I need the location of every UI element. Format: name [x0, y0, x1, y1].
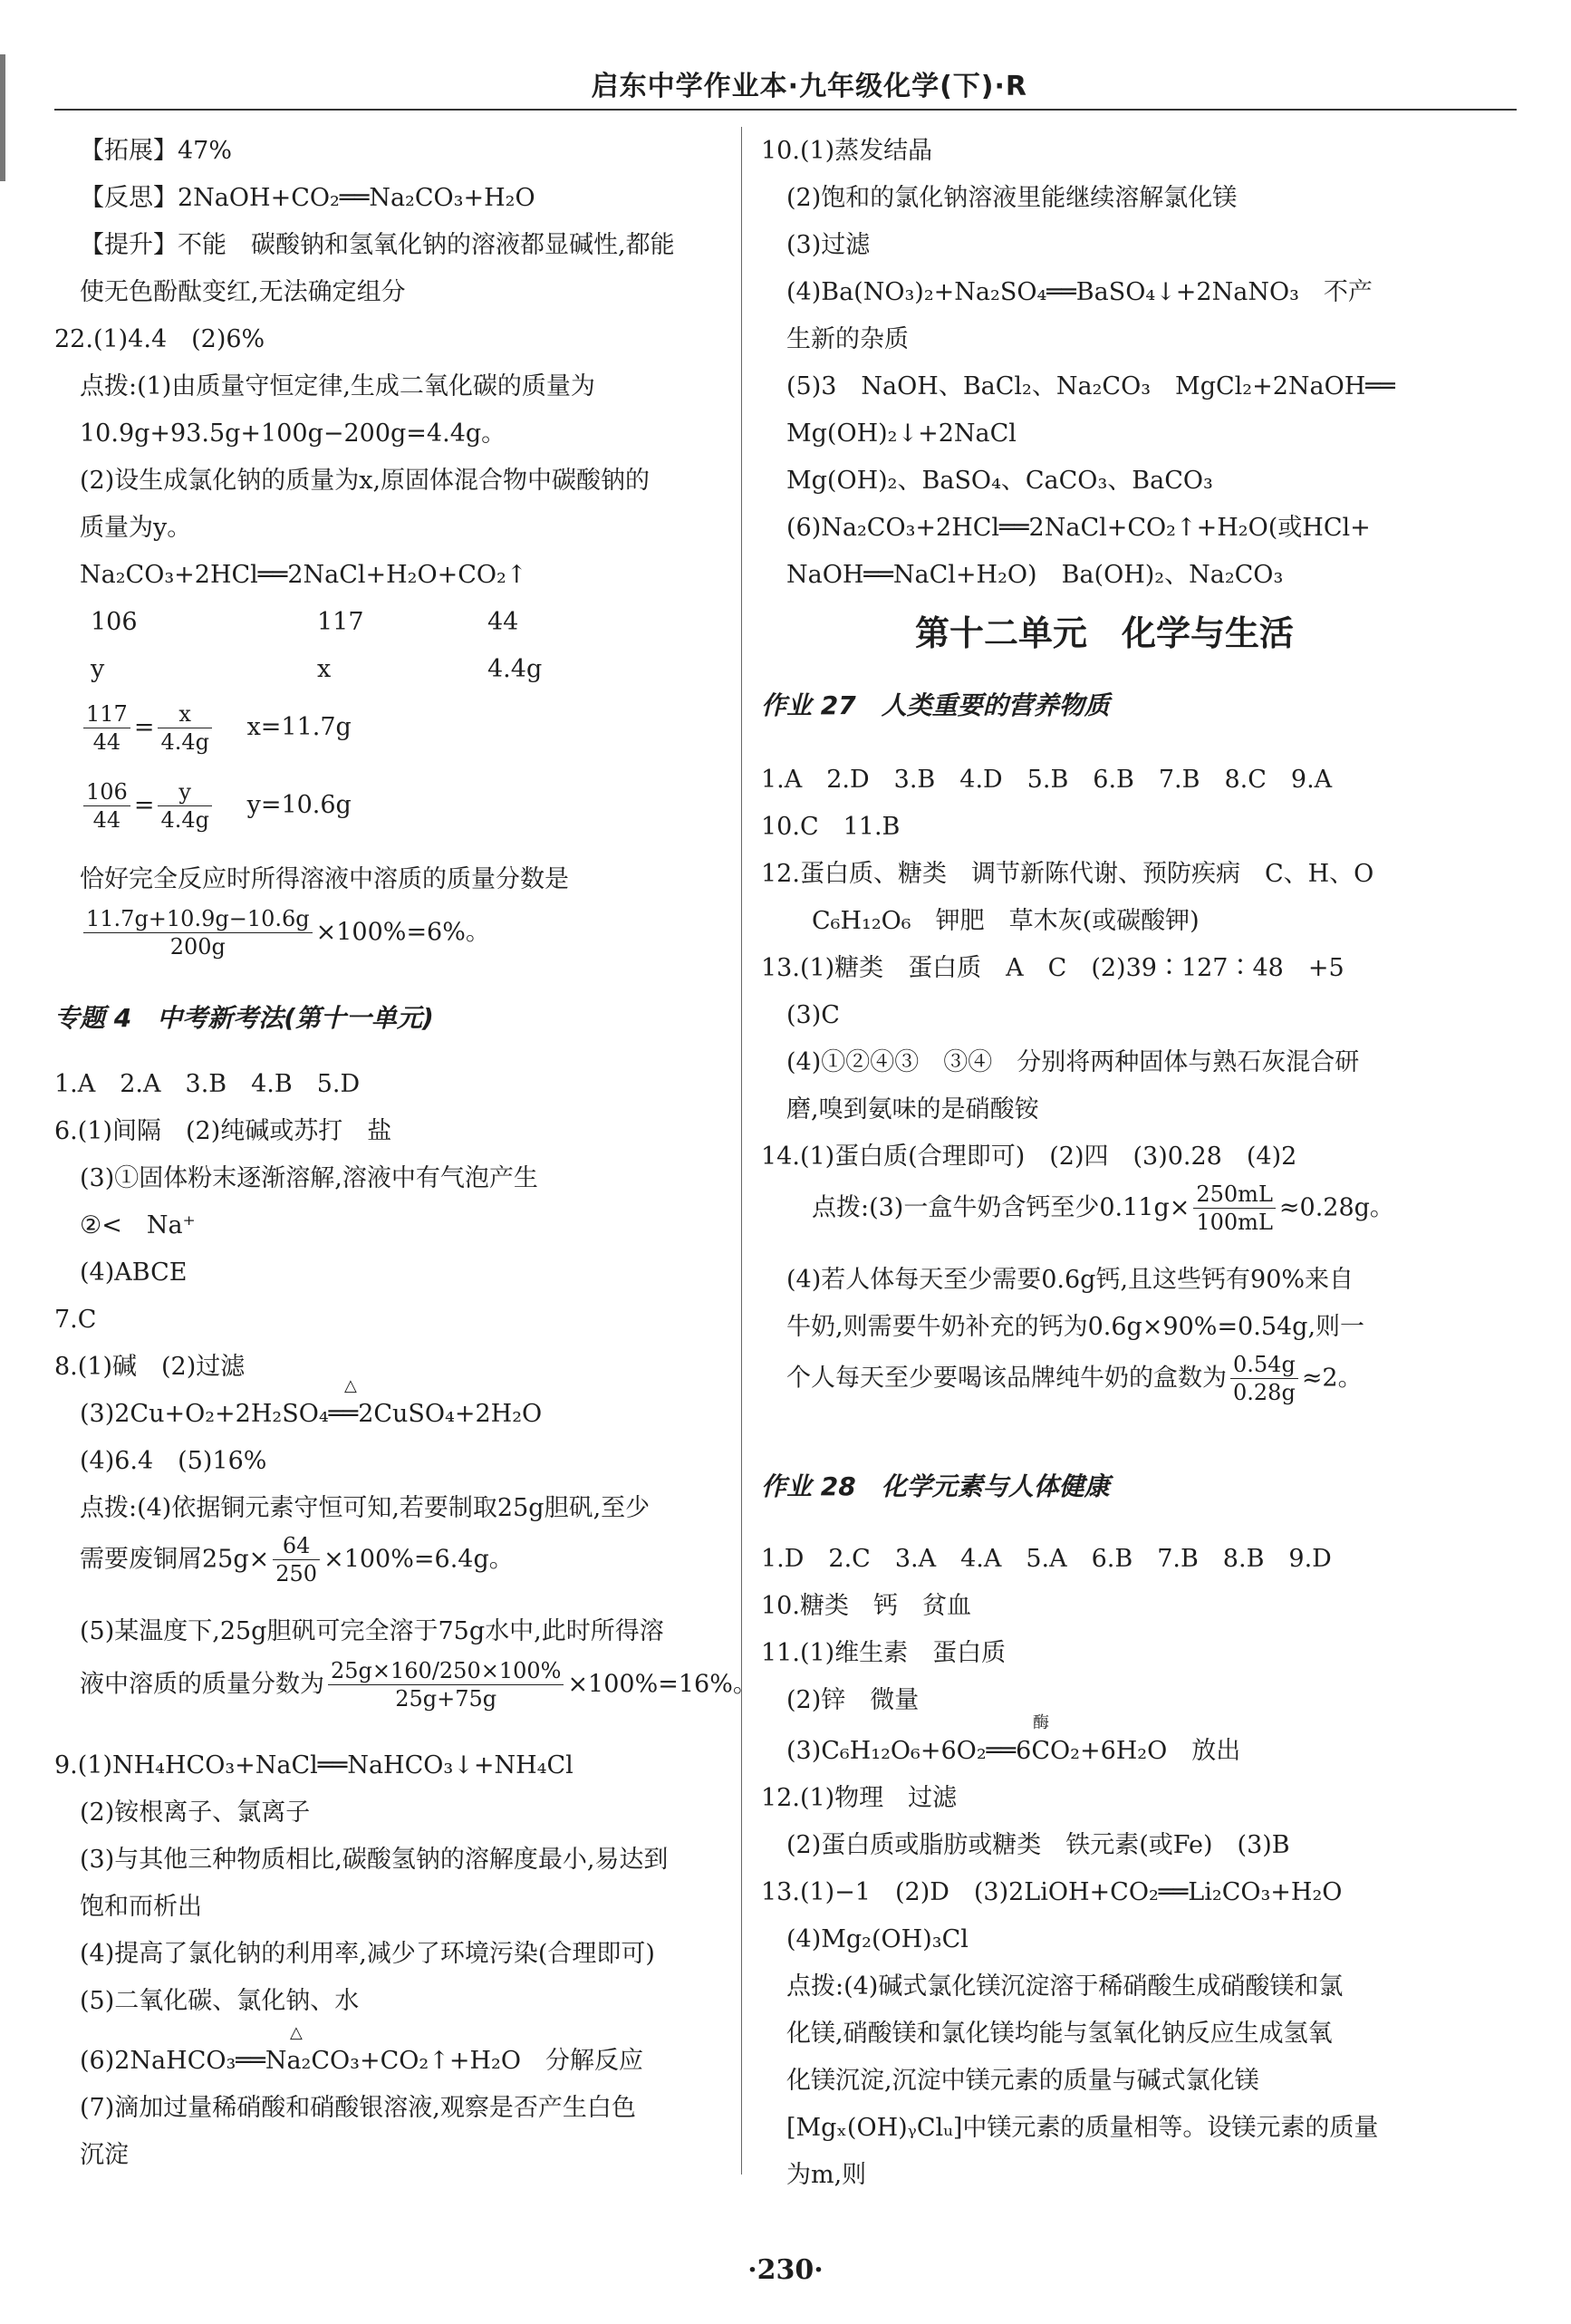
answer-line: 8.(1)碱 (2)过滤	[54, 1353, 246, 1381]
condition-mark: 酶	[1033, 1713, 1049, 1732]
answer-line: (3)与其他三种物质相比,碳酸氢钠的溶解度最小,易达到	[80, 1846, 669, 1874]
condition-mark: △	[290, 2023, 303, 2042]
answer-line: (2)铵根离子、氯离子	[80, 1798, 311, 1827]
answer-line: (4)ABCE	[80, 1258, 188, 1287]
answer-line: (3)①固体粉末逐渐溶解,溶液中有气泡产生	[80, 1164, 538, 1192]
numerator: 250mL	[1193, 1182, 1276, 1209]
answer-line: 6.(1)间隔 (2)纯碱或苏打 盐	[54, 1117, 392, 1145]
equation: NaOH══NaCl+H₂O) Ba(OH)₂、Na₂CO₃	[786, 561, 1284, 589]
answer-line: (7)滴加过量稀硝酸和硝酸银溶液,观察是否产生白色	[80, 2094, 636, 2122]
text-line: (2)设生成氯化钠的质量为x,原固体混合物中碳酸钠的	[80, 467, 651, 495]
hint-text: (5)某温度下,25g胆矾可完全溶于75g水中,此时所得溶	[80, 1617, 664, 1645]
answer-line: 10.C 11.B	[761, 813, 901, 841]
denominator: 250	[275, 1561, 318, 1587]
answer-line: 12.蛋白质、糖类 调节新陈代谢、预防疾病 C、H、O	[761, 860, 1374, 888]
result: x=11.7g	[246, 713, 352, 742]
equation: (6)Na₂CO₃+2HCl══2NaCl+CO₂↑+H₂O(或HCl+	[786, 514, 1371, 542]
answer-line: 1.D 2.C 3.A 4.A 5.A 6.B 7.B 8.B 9.D	[761, 1545, 1332, 1573]
text-line: 【拓展】47%	[80, 137, 233, 165]
page-edge-mark	[0, 54, 5, 181]
answer-line: (2)锌 微量	[786, 1686, 920, 1714]
header-title: 启东中学作业本·九年级化学(下)·R	[591, 71, 1027, 102]
answer-line: ②< Na⁺	[80, 1211, 196, 1239]
fraction-line	[80, 1534, 514, 1586]
text: 需要废铜屑25g×	[80, 1545, 270, 1574]
denominator: 4.4g	[160, 807, 209, 834]
numerator: 117	[83, 702, 130, 728]
equation: (6)2NaHCO₃══Na₂CO₃+CO₂↑+H₂O 分解反应	[80, 2047, 643, 2075]
answer-line: 11.(1)维生素 蛋白质	[761, 1639, 1007, 1667]
text: ×100%=16%。	[567, 1670, 757, 1699]
answer-line: 13.(1)糖类 蛋白质 A C (2)39∶127∶48 +5	[761, 954, 1345, 982]
question-22: 22.(1)4.4 (2)6%	[54, 325, 265, 353]
equation: 9.(1)NH₄HCO₃+NaCl══NaHCO₃↓+NH₄Cl	[54, 1751, 573, 1779]
answer-line: (4)①②④③ ③④ 分别将两种固体与熟石灰混合研	[786, 1048, 1360, 1076]
fraction-line	[812, 1182, 1394, 1235]
fraction-line	[786, 1353, 1363, 1405]
fraction-line	[80, 907, 490, 959]
fraction-line: $\frac{117}{44}$ = $\frac{x}{4.4g}$ x=11.7g	[80, 702, 352, 755]
text: ≈0.28g。	[1278, 1193, 1394, 1222]
text-line: 10.9g+93.5g+100g−200g=4.4g。	[80, 419, 506, 448]
answer-line: 7.C	[54, 1306, 97, 1334]
equation: 13.(1)−1 (2)D (3)2LiOH+CO₂══Li₂CO₃+H₂O	[761, 1878, 1343, 1906]
text: 个人每天至少要喝该品牌纯牛奶的盒数为	[786, 1364, 1227, 1393]
text-line: 恰好完全反应时所得溶液中溶质的质量分数是	[80, 865, 569, 893]
answer-line: (3)过滤	[786, 231, 871, 259]
ratio-value: 4.4g	[487, 655, 543, 683]
text-line: 【反思】2NaOH+CO₂══Na₂CO₃+H₂O	[80, 184, 535, 212]
denominator: 44	[92, 807, 121, 834]
hint-text: 化镁,硝酸镁和氯化镁均能与氢氧化钠反应生成氢氧	[786, 2020, 1333, 2048]
text-line: 质量为y。	[80, 514, 192, 542]
denominator: 4.4g	[160, 729, 209, 756]
text-line: 【提升】不能 碳酸钠和氢氧化钠的溶液都显碱性,都能	[80, 231, 675, 259]
fraction-line	[80, 1659, 757, 1712]
answer-line: 14.(1)蛋白质(合理即可) (2)四 (3)0.28 (4)2	[761, 1143, 1297, 1171]
equation: Mg(OH)₂↓+2NaCl	[786, 419, 1017, 448]
answer-line: (4)Mg₂(OH)₃Cl	[786, 1925, 969, 1953]
equation: Na₂CO₃+2HCl══2NaCl+H₂O+CO₂↑	[80, 561, 527, 589]
answer-line: 磨,嗅到氨味的是硝酸铵	[786, 1095, 1039, 1123]
text: ×100%=6.4g。	[323, 1545, 514, 1574]
hint-text: [Mgₓ(OH)ᵧClᵤ]中镁元素的质量相等。设镁元素的质量	[786, 2114, 1379, 2142]
answer-line: Mg(OH)₂、BaSO₄、CaCO₃、BaCO₃	[786, 467, 1213, 495]
numerator: x	[158, 702, 212, 728]
numerator: 11.7g+10.9g−10.6g	[83, 907, 313, 933]
answer-line: 12.(1)物理 过滤	[761, 1784, 958, 1812]
answer-line: (4)6.4 (5)16%	[80, 1447, 267, 1475]
answer-line: 沉淀	[80, 2141, 129, 2169]
hint-text: 点拨:(4)碱式氯化镁沉淀溶于稀硝酸生成硝酸镁和氯	[786, 1972, 1344, 2001]
answer-line: (5)二氧化碳、氯化钠、水	[80, 1987, 360, 2015]
unit-title: 第十二单元 化学与生活	[915, 613, 1295, 653]
ratio-value: 106	[91, 608, 138, 636]
denominator: 0.28g	[1233, 1380, 1296, 1406]
hint-text: 点拨:(3)一盒牛奶含钙至少0.11g×	[812, 1193, 1190, 1222]
hint-text: 点拨:(4)依据铜元素守恒可知,若要制取25g胆矾,至少	[80, 1494, 651, 1522]
ratio-value: x	[317, 655, 332, 683]
hint-text: 为m,则	[786, 2161, 867, 2189]
ratio-value: 117	[317, 608, 364, 636]
equation: (5)3 NaOH、BaCl₂、Na₂CO₃ MgCl₂+2NaOH══	[786, 372, 1395, 400]
section-heading: 作业 28 化学元素与人体健康	[761, 1471, 1110, 1501]
answer-line: (2)蛋白质或脂肪或糖类 铁元素(或Fe) (3)B	[786, 1831, 1290, 1859]
numerator: y	[158, 780, 212, 806]
numerator: 0.54g	[1230, 1353, 1298, 1379]
text-line: 使无色酚酞变红,无法确定组分	[80, 278, 406, 306]
answer-line: 生新的杂质	[786, 325, 909, 353]
condition-mark: △	[344, 1376, 357, 1395]
section-heading: 作业 27 人类重要的营养物质	[761, 690, 1110, 720]
column-divider	[741, 127, 742, 2175]
numerator: 106	[83, 780, 130, 806]
equation: (3)2Cu+O₂+2H₂SO₄══2CuSO₄+2H₂O	[80, 1400, 543, 1428]
answer-line: 10.(1)蒸发结晶	[761, 137, 933, 165]
result: ×100%=6%。	[315, 918, 490, 947]
section-heading: 专题 4 中考新考法(第十一单元)	[54, 1003, 434, 1033]
answer-line: (3)C	[786, 1001, 840, 1029]
denominator: 44	[92, 729, 121, 756]
answer-line: 1.A 2.D 3.B 4.D 5.B 6.B 7.B 8.C 9.A	[761, 766, 1333, 794]
equation: (4)Ba(NO₃)₂+Na₂SO₄══BaSO₄↓+2NaNO₃ 不产	[786, 278, 1373, 306]
answer-line: 饱和而析出	[80, 1893, 202, 1921]
page-number: ·230·	[747, 2254, 824, 2286]
ratio-value: 44	[487, 608, 519, 636]
hint-text: 点拨:(1)由质量守恒定律,生成二氧化碳的质量为	[80, 372, 595, 400]
page-header	[54, 63, 1517, 111]
text: 液中溶质的质量分数为	[80, 1670, 324, 1699]
hint-text: 牛奶,则需要牛奶补充的钙为0.6g×90%=0.54g,则一	[786, 1313, 1365, 1341]
text: ≈2。	[1301, 1364, 1363, 1393]
denominator: 25g+75g	[395, 1686, 497, 1712]
denominator: 200g	[169, 934, 226, 960]
answer-line: (4)提高了氯化钠的利用率,减少了环境污染(合理即可)	[80, 1940, 655, 1968]
result: y=10.6g	[246, 791, 352, 820]
answer-line: 1.A 2.A 3.B 4.B 5.D	[54, 1070, 361, 1098]
hint-text: 化镁沉淀,沉淀中镁元素的质量与碱式氯化镁	[786, 2067, 1259, 2095]
answer-line: 10.糖类 钙 贫血	[761, 1592, 971, 1620]
numerator: 25g×160/250×100%	[328, 1659, 564, 1685]
equation: (3)C₆H₁₂O₆+6O₂══6CO₂+6H₂O 放出	[786, 1737, 1241, 1765]
hint-text: (4)若人体每天至少需要0.6g钙,且这些钙有90%来自	[786, 1266, 1354, 1294]
numerator: 64	[273, 1534, 320, 1560]
ratio-value: y	[91, 655, 105, 683]
denominator: 100mL	[1196, 1210, 1273, 1236]
answer-line: (2)饱和的氯化钠溶液里能继续溶解氯化镁	[786, 184, 1238, 212]
answer-line: C₆H₁₂O₆ 钾肥 草木灰(或碳酸钾)	[812, 907, 1200, 935]
fraction-line: $\frac{106}{44}$ = $\frac{y}{4.4g}$ y=10.6g	[80, 780, 352, 833]
